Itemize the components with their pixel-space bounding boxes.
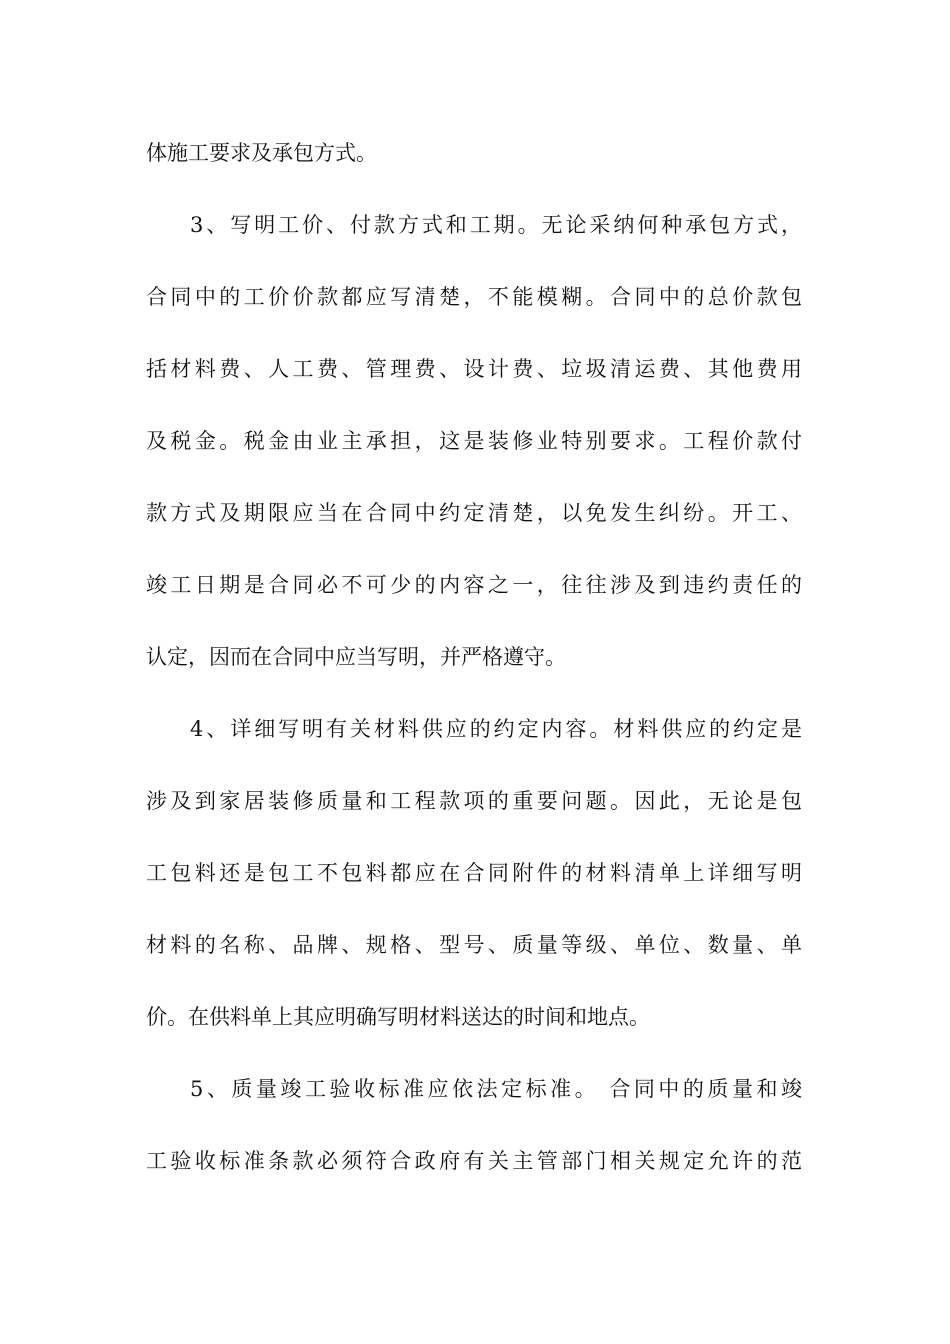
text-line: 涉及到家居装修质量和工程款项的重要问题。因此，无论是包 xyxy=(146,789,802,813)
text-line: 材料的名称、品牌、规格、型号、质量等级、单位、数量、单 xyxy=(146,933,802,957)
text-line: 认定，因而在合同中应当写明，并严格遵守。 xyxy=(146,645,566,669)
text-line: 工验收标准条款必须符合政府有关主管部门相关规定允许的范 xyxy=(146,1149,802,1173)
text-line: 及税金。税金由业主承担，这是装修业特别要求。工程价款付 xyxy=(146,429,802,453)
text-line: 款方式及期限应当在合同中约定清楚，以免发生纠纷。开工、 xyxy=(146,501,802,525)
paragraph-3-heading-line: 3、写明工价、付款方式和工期。无论采纳何种承包方式， xyxy=(190,213,802,237)
text-line: 价。在供料单上其应明确写明材料送达的时间和地点。 xyxy=(146,1005,650,1029)
text-line: 体施工要求及承包方式。 xyxy=(146,141,377,165)
text-line: 括材料费、人工费、管理费、设计费、垃圾清运费、其他费用 xyxy=(146,357,802,381)
paragraph-4-heading-line: 4、详细写明有关材料供应的约定内容。材料供应的约定是 xyxy=(190,717,802,741)
text-line: 竣工日期是合同必不可少的内容之一，往往涉及到违约责任的 xyxy=(146,573,802,597)
paragraph-5-heading-line: 5、质量竣工验收标准应依法定标准。 合同中的质量和竣 xyxy=(190,1077,802,1101)
text-line: 合同中的工价价款都应写清楚，不能模糊。合同中的总价款包 xyxy=(146,285,802,309)
text-line: 工包料还是包工不包料都应在合同附件的材料清单上详细写明 xyxy=(146,861,802,885)
